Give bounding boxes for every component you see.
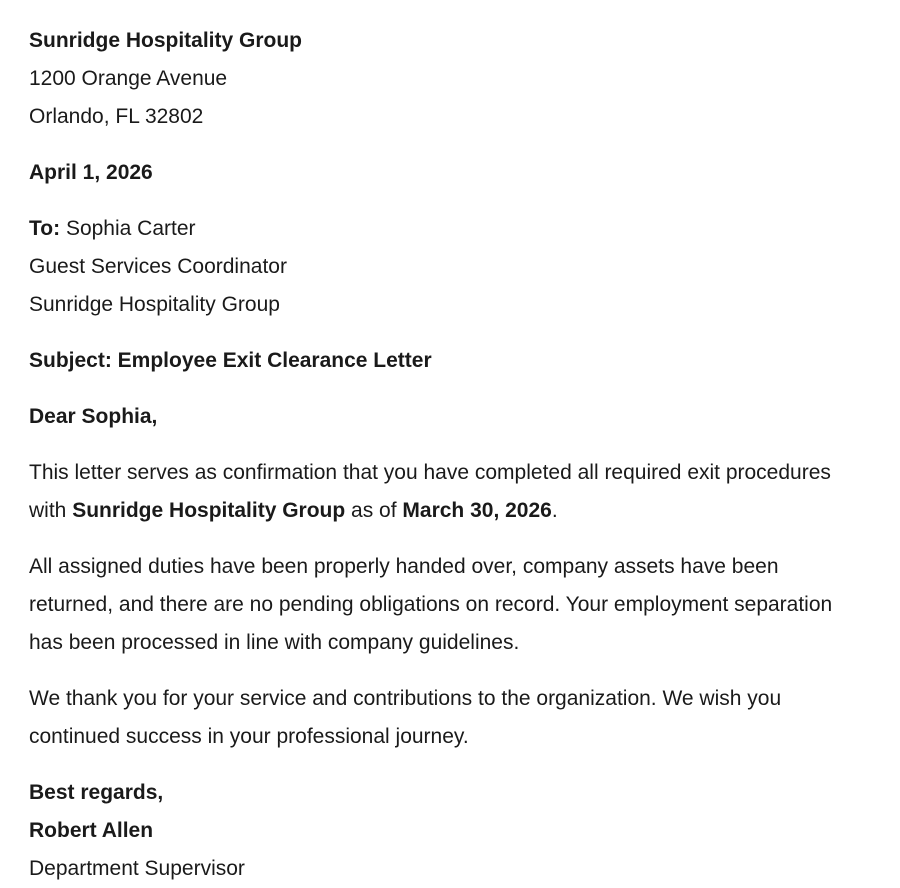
closing-block [29,774,868,888]
sender-company: Sunridge Hospitality Group [29,29,303,52]
paragraph1-part2: as of [345,499,403,522]
to-label: To: [29,217,61,240]
subject-line: Subject: Employee Exit Clearance Letter [29,349,432,372]
signer-title: Department Supervisor [29,857,245,880]
sender-city-state-zip: Orlando, FL 32802 [29,105,204,128]
salutation-block [29,398,868,436]
body-paragraph-2: All assigned duties have been properly handed over, company assets have been returned, and there are no pending obligations on record. Your employment separation has been processed in line with company guidelines. [29,555,833,654]
recipient-title: Guest Services Coordinator [29,255,287,278]
salutation: Dear Sophia, [29,405,158,428]
valediction: Best regards, [29,781,164,804]
letter-date: April 1, 2026 [29,161,153,184]
paragraph1-effective-date: March 30, 2026 [402,499,552,522]
body-paragraph-1 [29,454,868,530]
paragraph1-company: Sunridge Hospitality Group [72,499,346,522]
sender-address-block [29,22,868,136]
sender-street: 1200 Orange Avenue [29,67,228,90]
recipient-company: Sunridge Hospitality Group [29,293,280,316]
body-paragraph-3: We thank you for your service and contributions to the organization. We wish you continued success in your professional journey. [29,687,782,748]
recipient-block [29,210,868,324]
recipient-name: Sophia Carter [65,217,196,240]
signer-name: Robert Allen [29,819,154,842]
paragraph1-part3: . [551,499,558,522]
recipient-name-line [29,210,868,248]
subject-block [29,342,868,380]
date-block [29,154,868,192]
paragraph1-part1: This letter serves as confirmation that you have completed all required exit procedures with [29,461,831,522]
